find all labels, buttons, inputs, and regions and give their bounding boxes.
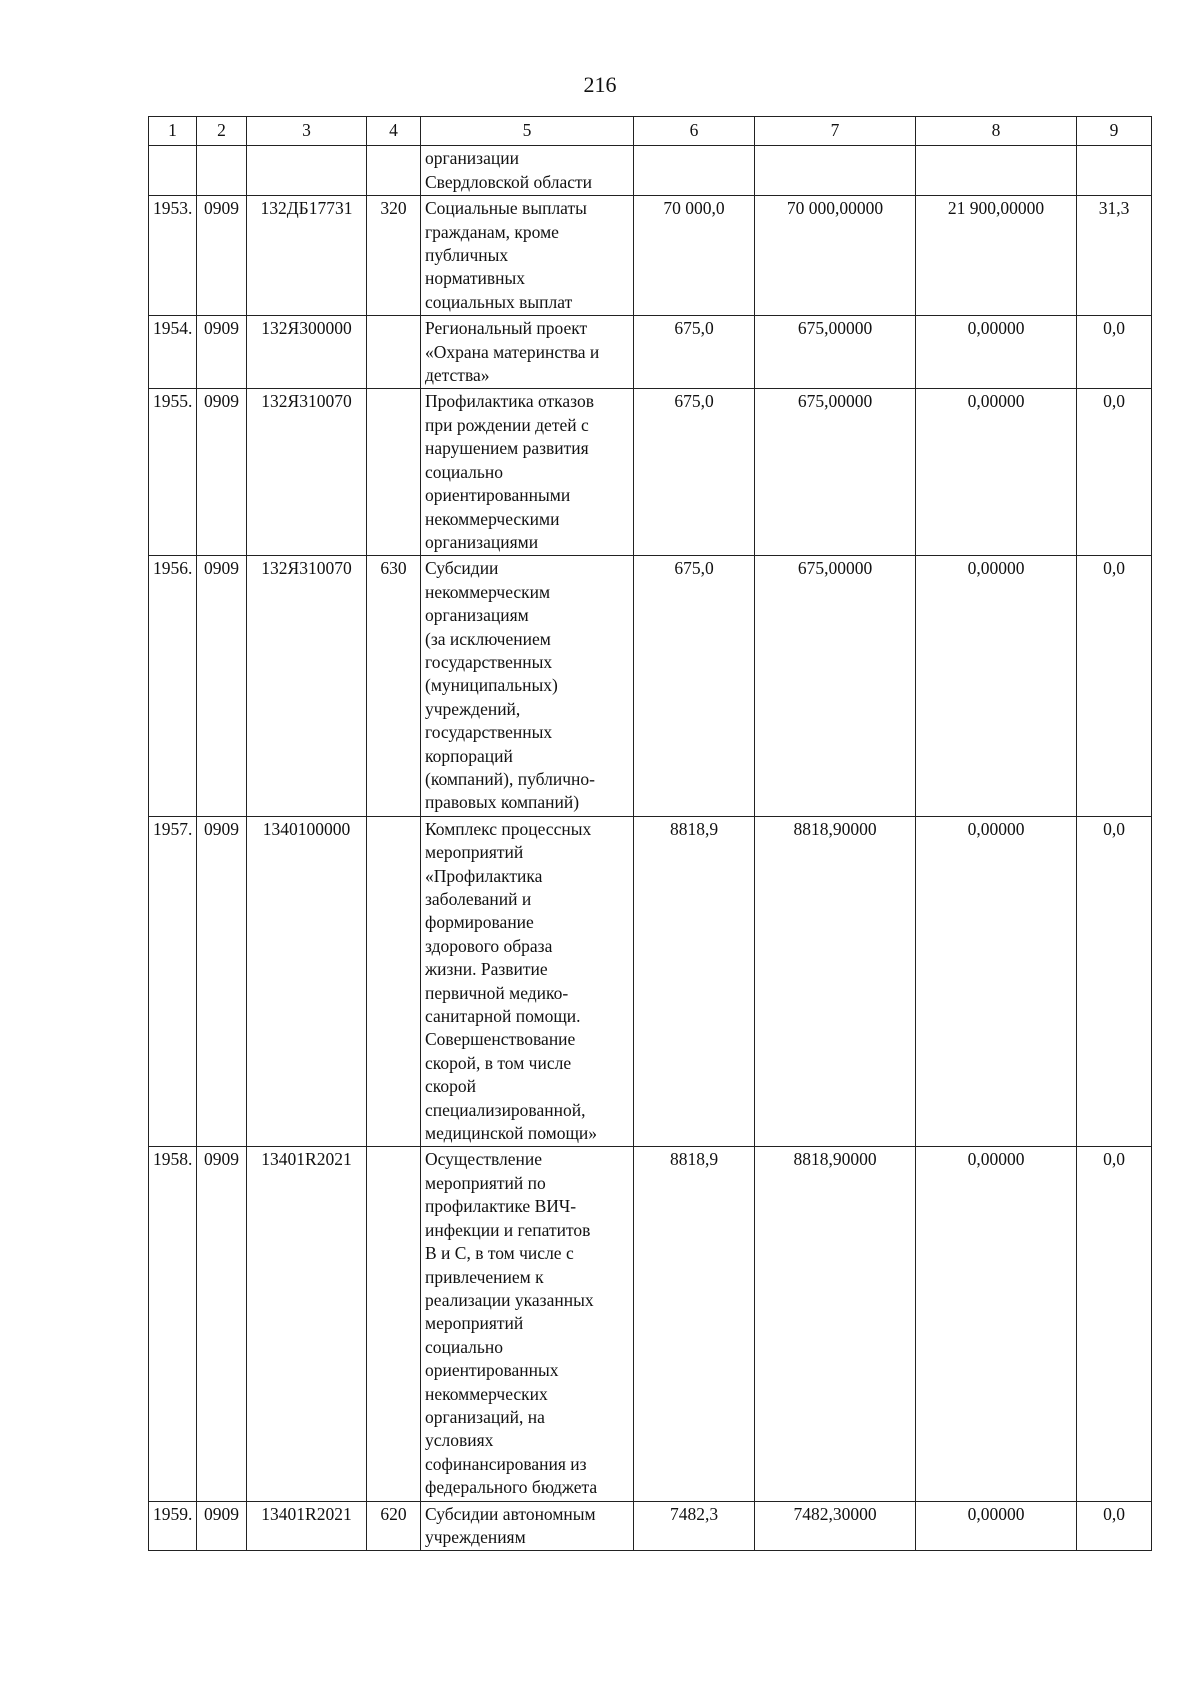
- target-article-code: 132ДБ17731: [247, 196, 367, 316]
- table-row: [149, 316, 1152, 389]
- value-col6: 675,0: [634, 556, 755, 816]
- table-row: [149, 1501, 1152, 1551]
- value-col6: [634, 146, 755, 196]
- value-col7: 675,00000: [755, 316, 916, 389]
- item-name-line: жизни. Развитие: [425, 959, 548, 980]
- column-header-6: 6: [634, 117, 755, 146]
- expense-type-code: [367, 1147, 421, 1501]
- value-col9: 0,0: [1077, 1501, 1152, 1551]
- item-name-line: (муниципальных): [425, 675, 558, 696]
- header-row: [149, 117, 1152, 146]
- value-col8: 0,00000: [916, 556, 1077, 816]
- item-name-line: некоммерческим: [425, 581, 551, 602]
- value-col6: 8818,9: [634, 816, 755, 1147]
- item-name-line: Субсидии: [425, 558, 499, 579]
- row-number: 1956.: [149, 556, 197, 816]
- section-code: [197, 146, 247, 196]
- value-col9: 0,0: [1077, 556, 1152, 816]
- table-row: [149, 556, 1152, 816]
- item-name-line: медицинской помощи»: [425, 1123, 598, 1144]
- item-name-line: организации: [425, 148, 519, 169]
- value-col7: 7482,30000: [755, 1501, 916, 1551]
- item-name-line: здорового образа: [425, 935, 553, 956]
- value-col7: 8818,90000: [755, 816, 916, 1147]
- row-number: 1957.: [149, 816, 197, 1147]
- item-name-line: Профилактика отказов: [425, 391, 595, 412]
- item-name-line: организациями: [425, 531, 539, 552]
- item-name-line: софинансирования из: [425, 1453, 587, 1474]
- value-col8: 0,00000: [916, 816, 1077, 1147]
- item-name-line: реализации указанных: [425, 1289, 594, 1310]
- item-name-line: формирование: [425, 912, 534, 933]
- item-name-line: В и С, в том числе с: [425, 1243, 574, 1264]
- table-row: [149, 146, 1152, 196]
- section-code: 0909: [197, 1501, 247, 1551]
- item-name-line: организаций, на: [425, 1406, 545, 1427]
- item-name-line: санитарной помощи.: [425, 1006, 581, 1027]
- item-name-line: скорой, в том числе: [425, 1052, 572, 1073]
- item-name-line: мероприятий: [425, 842, 524, 863]
- item-name-line: заболеваний и: [425, 889, 532, 909]
- item-name-line: мероприятий: [425, 1313, 524, 1334]
- value-col9: 0,0: [1077, 389, 1152, 556]
- expense-type-code: [367, 816, 421, 1147]
- item-name-line: публичных: [425, 245, 509, 266]
- page-number: 216: [583, 72, 617, 97]
- target-article-code: 13401R2021: [247, 1147, 367, 1501]
- column-header-9: 9: [1077, 117, 1152, 146]
- value-col6: 675,0: [634, 389, 755, 556]
- target-article-code: [247, 146, 367, 196]
- target-article-code: 132Я310070: [247, 556, 367, 816]
- row-number: 1954.: [149, 316, 197, 389]
- item-name: [421, 196, 634, 316]
- expense-type-code: [367, 316, 421, 389]
- item-name-line: Субсидии автономным: [425, 1503, 596, 1524]
- item-name: [421, 146, 634, 196]
- item-name-line: мероприятий по: [425, 1172, 546, 1193]
- item-name-line: Свердловской области: [425, 171, 593, 192]
- item-name-line: нарушением развития: [425, 438, 589, 459]
- item-name-line: профилактике ВИЧ-: [425, 1196, 577, 1217]
- item-name-line: специализированной,: [425, 1099, 586, 1120]
- row-number: 1953.: [149, 196, 197, 316]
- column-header-3: 3: [247, 117, 367, 146]
- item-name-line: Социальные выплаты: [425, 198, 587, 219]
- table-row: [149, 1147, 1152, 1501]
- value-col9: 0,0: [1077, 1147, 1152, 1501]
- item-name-line: условиях: [425, 1430, 494, 1451]
- item-name-line: (за исключением: [425, 628, 551, 649]
- value-col6: 8818,9: [634, 1147, 755, 1501]
- target-article-code: 132Я310070: [247, 389, 367, 556]
- section-code: 0909: [197, 389, 247, 556]
- value-col7: 675,00000: [755, 389, 916, 556]
- value-col8: 0,00000: [916, 316, 1077, 389]
- row-number: 1955.: [149, 389, 197, 556]
- value-col6: 70 000,0: [634, 196, 755, 316]
- column-header-2: 2: [197, 117, 247, 146]
- column-header-4: 4: [367, 117, 421, 146]
- item-name-line: (компаний), публично-: [425, 768, 595, 789]
- item-name: [421, 556, 634, 816]
- item-name-line: государственных: [425, 722, 553, 743]
- section-code: 0909: [197, 316, 247, 389]
- item-name-line: некоммерческих: [425, 1383, 548, 1404]
- target-article-code: 1340100000: [247, 816, 367, 1147]
- value-col9: [1077, 146, 1152, 196]
- item-name-line: первичной медико-: [425, 982, 569, 1003]
- value-col8: 21 900,00000: [916, 196, 1077, 316]
- target-article-code: 13401R2021: [247, 1501, 367, 1551]
- expense-type-code: [367, 146, 421, 196]
- item-name-line: детства»: [425, 365, 490, 386]
- item-name-line: социальных выплат: [425, 291, 573, 312]
- item-name-line: Совершенствование: [425, 1029, 576, 1050]
- item-name: [421, 389, 634, 556]
- item-name: [421, 316, 634, 389]
- item-name-line: корпораций: [425, 745, 513, 766]
- item-name-line: ориентированными: [425, 485, 571, 506]
- row-number: [149, 146, 197, 196]
- value-col9: 0,0: [1077, 816, 1152, 1147]
- column-header-1: 1: [149, 117, 197, 146]
- section-code: 0909: [197, 1147, 247, 1501]
- expense-type-code: 620: [367, 1501, 421, 1551]
- item-name-line: учреждений,: [425, 698, 521, 719]
- row-number: 1959.: [149, 1501, 197, 1551]
- column-header-5: 5: [421, 117, 634, 146]
- value-col8: 0,00000: [916, 1501, 1077, 1551]
- expense-type-code: 630: [367, 556, 421, 816]
- value-col8: 0,00000: [916, 1147, 1077, 1501]
- item-name-line: социально: [425, 461, 503, 482]
- item-name-line: федерального бюджета: [425, 1477, 598, 1498]
- column-header-8: 8: [916, 117, 1077, 146]
- row-number: 1958.: [149, 1147, 197, 1501]
- section-code: 0909: [197, 196, 247, 316]
- value-col9: 31,3: [1077, 196, 1152, 316]
- table-row: [149, 816, 1152, 1147]
- budget-table: [148, 116, 1152, 1551]
- column-header-7: 7: [755, 117, 916, 146]
- table-row: [149, 196, 1152, 316]
- expense-type-code: [367, 389, 421, 556]
- item-name-line: правовых компаний): [425, 792, 580, 813]
- value-col7: [755, 146, 916, 196]
- item-name-line: инфекции и гепатитов: [425, 1219, 591, 1240]
- section-code: 0909: [197, 816, 247, 1147]
- item-name-line: Комплекс процессных: [425, 818, 592, 839]
- value-col8: [916, 146, 1077, 196]
- item-name-line: некоммерческими: [425, 508, 560, 529]
- item-name-line: нормативных: [425, 268, 526, 289]
- section-code: 0909: [197, 556, 247, 816]
- table-body: [149, 146, 1152, 1551]
- target-article-code: 132Я300000: [247, 316, 367, 389]
- value-col6: 675,0: [634, 316, 755, 389]
- item-name-line: учреждениям: [425, 1526, 526, 1547]
- value-col7: 8818,90000: [755, 1147, 916, 1501]
- item-name-line: гражданам, кроме: [425, 221, 559, 242]
- item-name-line: «Профилактика: [425, 865, 543, 886]
- item-name: [421, 1147, 634, 1501]
- expense-type-code: 320: [367, 196, 421, 316]
- item-name: [421, 816, 634, 1147]
- value-col7: 675,00000: [755, 556, 916, 816]
- item-name-line: Осуществление: [425, 1149, 543, 1170]
- item-name-line: при рождении детей с: [425, 414, 589, 435]
- value-col7: 70 000,00000: [755, 196, 916, 316]
- table-row: [149, 389, 1152, 556]
- value-col8: 0,00000: [916, 389, 1077, 556]
- item-name-line: скорой: [425, 1076, 476, 1097]
- item-name-line: социально: [425, 1336, 503, 1357]
- item-name-line: ориентированных: [425, 1360, 559, 1381]
- item-name-line: «Охрана материнства и: [425, 341, 600, 362]
- item-name-line: Региональный проект: [425, 318, 588, 339]
- item-name-line: государственных: [425, 651, 553, 672]
- value-col9: 0,0: [1077, 316, 1152, 389]
- value-col6: 7482,3: [634, 1501, 755, 1551]
- item-name: [421, 1501, 634, 1551]
- item-name-line: привлечением к: [425, 1266, 544, 1287]
- item-name-line: организациям: [425, 605, 529, 626]
